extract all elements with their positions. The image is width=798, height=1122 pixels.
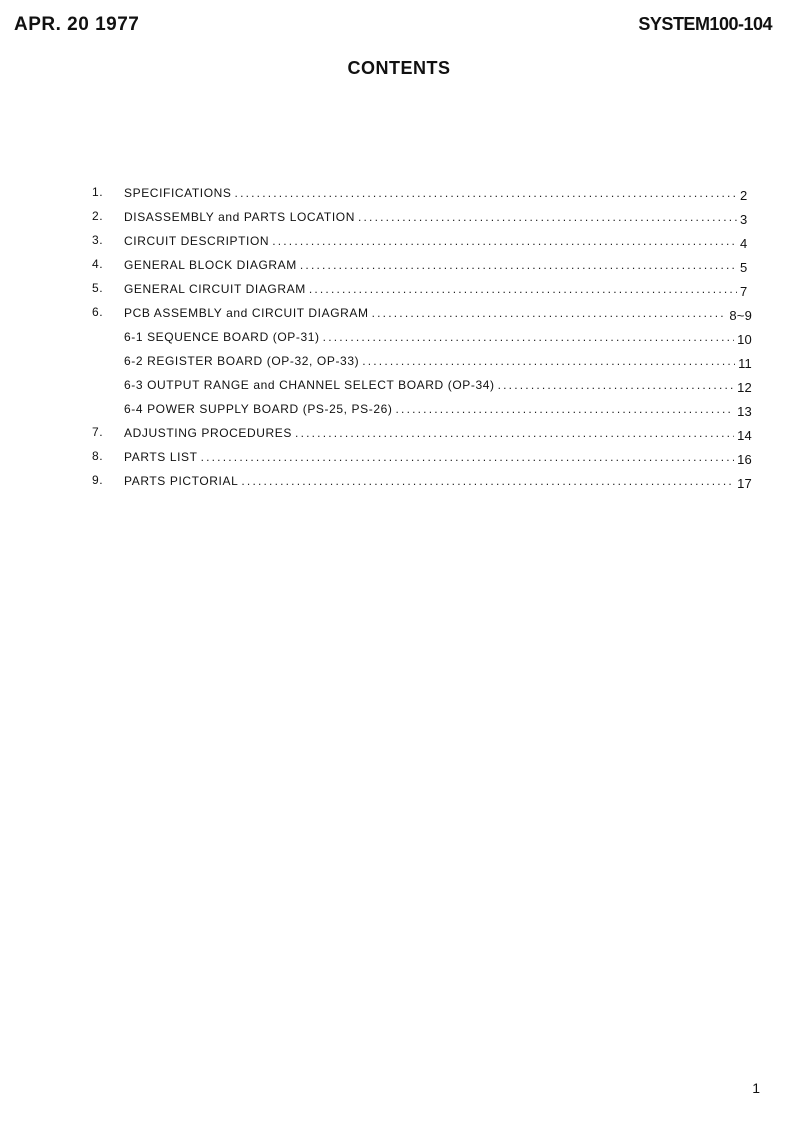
toc-entry-page: 16 bbox=[737, 452, 752, 467]
toc-entry-parts-list bbox=[92, 447, 752, 471]
toc-entry-disassembly bbox=[92, 207, 752, 231]
toc-entry-label: 6-2 REGISTER BOARD (OP-32, OP-33) bbox=[124, 354, 360, 368]
toc-entry-label: ADJUSTING PROCEDURES bbox=[124, 426, 293, 440]
toc-entry-page: 5 bbox=[740, 260, 748, 275]
toc-leader-dots bbox=[241, 474, 734, 488]
toc-entry-page: 7 bbox=[740, 284, 748, 299]
toc-leader-dots bbox=[272, 234, 737, 248]
toc-entry-number: 8. bbox=[92, 449, 104, 463]
toc-entry-page: 3 bbox=[740, 212, 748, 227]
toc-entry-page: 12 bbox=[737, 380, 752, 395]
toc-entry-label: PARTS LIST bbox=[124, 450, 198, 464]
toc-entry-label: 6-4 POWER SUPPLY BOARD (PS-25, PS-26) bbox=[124, 402, 393, 416]
toc-entry-number: 9. bbox=[92, 473, 104, 487]
toc-entry-circuit-diagram bbox=[92, 279, 752, 303]
toc-entry-page: 14 bbox=[737, 428, 752, 443]
toc-entry-sequence-board bbox=[92, 327, 752, 351]
header-model: SYSTEM100-104 bbox=[638, 14, 772, 34]
toc-leader-dots bbox=[295, 426, 734, 440]
toc-entry-pcb-assembly bbox=[92, 303, 752, 327]
toc-entry-number: 6. bbox=[92, 305, 104, 319]
page-title: CONTENTS bbox=[347, 58, 451, 78]
toc-entry-page: 17 bbox=[737, 476, 752, 491]
toc-leader-dots bbox=[396, 402, 735, 416]
toc-entry-label: GENERAL BLOCK DIAGRAM bbox=[124, 258, 297, 272]
toc-entry-label: DISASSEMBLY and PARTS LOCATION bbox=[124, 210, 355, 224]
toc-entry-page: 4 bbox=[740, 236, 748, 251]
toc-entry-label: PCB ASSEMBLY and CIRCUIT DIAGRAM bbox=[124, 306, 369, 320]
toc-entry-label: 6-3 OUTPUT RANGE and CHANNEL SELECT BOARD (OP-34) bbox=[124, 378, 495, 392]
toc-leader-dots bbox=[323, 330, 734, 344]
toc-entry-page: 2 bbox=[740, 188, 748, 203]
toc-leader-dots bbox=[235, 186, 737, 200]
toc-entry-label: GENERAL CIRCUIT DIAGRAM bbox=[124, 282, 306, 296]
toc-entry-label: CIRCUIT DESCRIPTION bbox=[124, 234, 270, 248]
toc-entry-label: PARTS PICTORIAL bbox=[124, 474, 239, 488]
toc-entry-label: SPECIFICATIONS bbox=[124, 186, 232, 200]
toc-entry-register-board bbox=[92, 351, 752, 375]
toc-entry-adjusting-procedures bbox=[92, 423, 752, 447]
toc-entry-block-diagram bbox=[92, 255, 752, 279]
toc-entry-number: 5. bbox=[92, 281, 104, 295]
toc-entry-specifications bbox=[92, 183, 752, 207]
toc-entry-number: 2. bbox=[92, 209, 104, 223]
toc-leader-dots bbox=[300, 258, 737, 272]
toc-leader-dots bbox=[498, 378, 735, 392]
toc-leader-dots bbox=[362, 354, 735, 368]
toc-entry-page: 8~9 bbox=[729, 308, 752, 323]
toc-leader-dots bbox=[358, 210, 737, 224]
header-date: APR. 20 1977 bbox=[14, 14, 140, 35]
toc-leader-dots bbox=[372, 306, 727, 320]
toc-entry-page: 11 bbox=[738, 356, 752, 371]
toc-entry-number: 7. bbox=[92, 425, 104, 439]
toc-leader-dots bbox=[201, 450, 735, 464]
toc-entry-parts-pictorial bbox=[92, 471, 752, 495]
toc-entry-page: 10 bbox=[737, 332, 752, 347]
page-number: 1 bbox=[752, 1080, 760, 1096]
table-of-contents bbox=[92, 183, 752, 495]
toc-entry-label: 6-1 SEQUENCE BOARD (OP-31) bbox=[124, 330, 320, 344]
toc-entry-power-supply-board bbox=[92, 399, 752, 423]
toc-entry-output-range-board bbox=[92, 375, 752, 399]
toc-entry-number: 1. bbox=[92, 185, 104, 199]
toc-entry-page: 13 bbox=[737, 404, 752, 419]
toc-entry-number: 4. bbox=[92, 257, 104, 271]
toc-entry-number: 3. bbox=[92, 233, 104, 247]
toc-leader-dots bbox=[309, 282, 737, 296]
toc-entry-circuit-description bbox=[92, 231, 752, 255]
